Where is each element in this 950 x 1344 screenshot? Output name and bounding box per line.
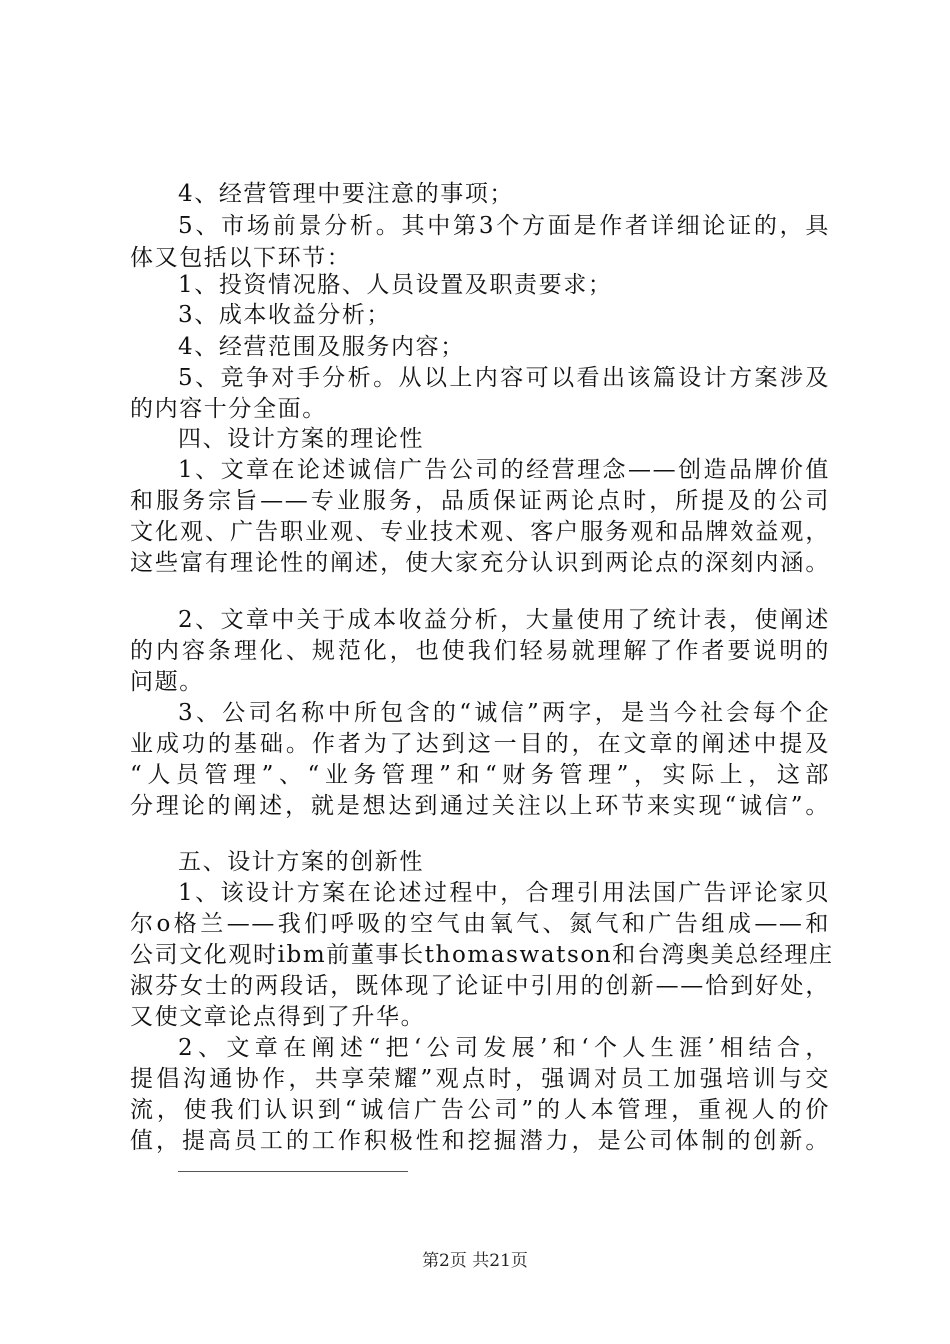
paragraph-line: 2、文章在阐述“把‘公司发展’和‘个人生涯’相结合， — [178, 1035, 830, 1061]
paragraph-line: 文化观、广告职业观、专业技术观、客户服务观和品牌效益观， — [130, 519, 830, 545]
paragraph-line: 分理论的阐述，就是想达到通过关注以上环节来实现“诚信”。 — [130, 793, 830, 819]
paragraph-line: 公司文化观时ibm前董事长thomaswatson和台湾奥美总经理庄 — [130, 942, 834, 968]
paragraph-line: 和服务宗旨——专业服务，品质保证两论点时，所提及的公司 — [130, 488, 830, 514]
list-item: 4、经营范围及服务内容； — [178, 334, 465, 360]
paragraph-line: 业成功的基础。作者为了达到这一目的，在文章的阐述中提及 — [130, 731, 830, 757]
paragraph-line: 5、市场前景分析。其中第3个方面是作者详细论证的，具 — [178, 213, 830, 239]
paragraph-line: 流，使我们认识到“诚信广告公司”的人本管理，重视人的价 — [130, 1097, 830, 1123]
footnote-divider — [178, 1171, 408, 1172]
list-item: 1、投资情况胳、人员设置及职责要求； — [178, 272, 613, 298]
paragraph-line: 5、竞争对手分析。从以上内容可以看出该篇设计方案涉及 — [178, 365, 830, 391]
list-item: 3、成本收益分析； — [178, 302, 392, 328]
paragraph-line: 提倡沟通协作，共享荣耀”观点时，强调对员工加强培训与交 — [130, 1066, 830, 1092]
list-item: 4、经营管理中要注意的事项； — [178, 181, 515, 207]
paragraph-line: 体又包括以下环节： — [130, 245, 352, 271]
paragraph-line: 3、公司名称中所包含的“诚信”两字，是当今社会每个企 — [178, 700, 830, 726]
paragraph-line: 的内容十分全面。 — [130, 396, 327, 422]
paragraph-line: 1、文章在论述诚信广告公司的经营理念——创造品牌价值 — [178, 457, 830, 483]
section-heading: 四、设计方案的理论性 — [178, 426, 424, 452]
paragraph-line: “人员管理”、“业务管理”和“财务管理”，实际上，这部 — [130, 762, 830, 788]
paragraph-line: 这些富有理论性的阐述，使大家充分认识到两论点的深刻内涵。 — [130, 550, 830, 576]
paragraph-line: 1、该设计方案在论述过程中，合理引用法国广告评论家贝 — [178, 880, 830, 906]
paragraph-line: 值，提高员工的工作积极性和挖掘潜力，是公司体制的创新。 — [130, 1128, 830, 1154]
paragraph-line: 尔o格兰——我们呼吸的空气由氧气、氮气和广告组成——和 — [130, 911, 830, 937]
paragraph-line: 问题。 — [130, 669, 204, 695]
page-number-footer: 第2页 共21页 — [422, 1251, 528, 1271]
paragraph-line: 淑芬女士的两段话，既体现了论证中引用的创新——恰到好处， — [130, 973, 830, 999]
paragraph-line: 又使文章论点得到了升华。 — [130, 1004, 426, 1030]
paragraph-line: 的内容条理化、规范化，也使我们轻易就理解了作者要说明的 — [130, 638, 830, 664]
section-heading: 五、设计方案的创新性 — [178, 849, 424, 875]
paragraph-line: 2、文章中关于成本收益分析，大量使用了统计表，使阐述 — [178, 607, 830, 633]
